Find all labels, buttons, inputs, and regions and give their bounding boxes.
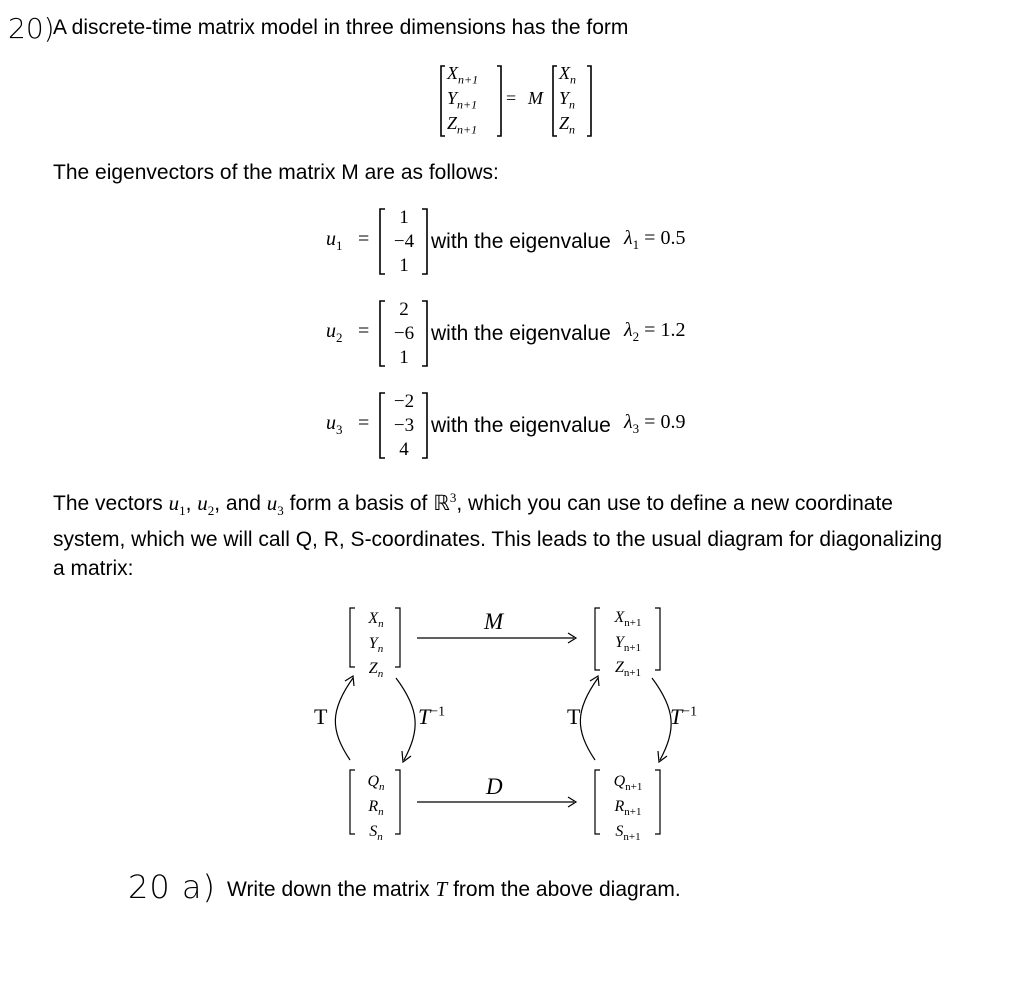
lambda3: $\lambda_3 = 0.9$: [624, 411, 686, 436]
rhs-y: $Y_n$: [559, 88, 576, 112]
lambda2: $\lambda_2 = 1.2$: [624, 319, 686, 344]
u3-eigen-text: with the eigenvalue: [431, 414, 611, 437]
model-equation: [440, 62, 610, 140]
equals-sign: =: [506, 88, 517, 108]
intro-text: A discrete-time matrix model in three dimensions has the form: [53, 16, 629, 39]
lhs-z: $Z_{n+1}$: [447, 113, 478, 137]
matrix-m: M: [528, 88, 543, 108]
u1-eigen-text: with the eigenvalue: [431, 230, 611, 253]
basis-line-1: The vectors $u_1$, $u_2$, and $u_3$ form a basis of ℝ$^3$, which you can use to define a new coordinate: [53, 490, 893, 519]
eigen-intro-text: The eigenvectors of the matrix M are as follows:: [53, 161, 499, 184]
bottom-right-vector: $Q_{n+1}$ $R_{n+1}$ $S_{n+1}$: [613, 773, 643, 844]
bottom-left-vector: $Q_n$ $R_n$ $S_n$: [367, 773, 385, 844]
rhs-z: $Z_n$: [559, 113, 576, 137]
part-a-mark: 20 a): [128, 868, 216, 906]
u2-eigen-text: with the eigenvalue: [431, 322, 611, 345]
basis-line-2: system, which we will call Q, R, S-coordinates. This leads to the usual diagram for diagonalizing: [53, 528, 943, 552]
rhs-x: $X_n$: [559, 63, 576, 87]
basis-paragraph: [53, 483, 978, 583]
arrow-label-m: M: [484, 609, 504, 634]
diagonalization-diagram: [300, 600, 740, 844]
problem-number-mark: 20): [8, 12, 55, 45]
arrow-label-d: D: [486, 774, 503, 799]
right-t-label: T: [567, 704, 581, 729]
basis-line-3: a matrix:: [53, 557, 134, 581]
lhs-x: $X_{n+1}$: [447, 63, 479, 87]
left-t-label: T: [314, 704, 328, 729]
u2-label: $u_2$: [326, 320, 343, 345]
u1-equals: =: [358, 228, 370, 250]
top-left-vector: $X_n$ $Y_n$ $Z_n$: [368, 610, 384, 681]
lhs-y: $Y_{n+1}$: [447, 88, 478, 112]
part-a-question: Write down the matrix T from the above diagram.: [227, 877, 681, 901]
u3-entries: −2 −3 4: [393, 391, 415, 460]
u2-equals: =: [358, 320, 370, 342]
u1-entries: 1 −4 1: [393, 207, 415, 276]
lambda1: $\lambda_1 = 0.5$: [624, 227, 686, 252]
right-t-inverse-label: $T^{-1}$: [670, 704, 698, 729]
left-t-inverse-label: $T^{-1}$: [418, 704, 446, 729]
u3-equals: =: [358, 412, 370, 434]
eigenvector-3: [326, 390, 746, 462]
u1-label: $u_1$: [326, 228, 343, 253]
u2-entries: 2 −6 1: [393, 299, 415, 368]
top-right-vector: $X_{n+1}$ $Y_{n+1}$ $Z_{n+1}$: [614, 609, 642, 680]
u3-label: $u_3$: [326, 412, 343, 437]
eigenvector-1: [326, 206, 746, 278]
eigenvector-2: [326, 298, 746, 370]
